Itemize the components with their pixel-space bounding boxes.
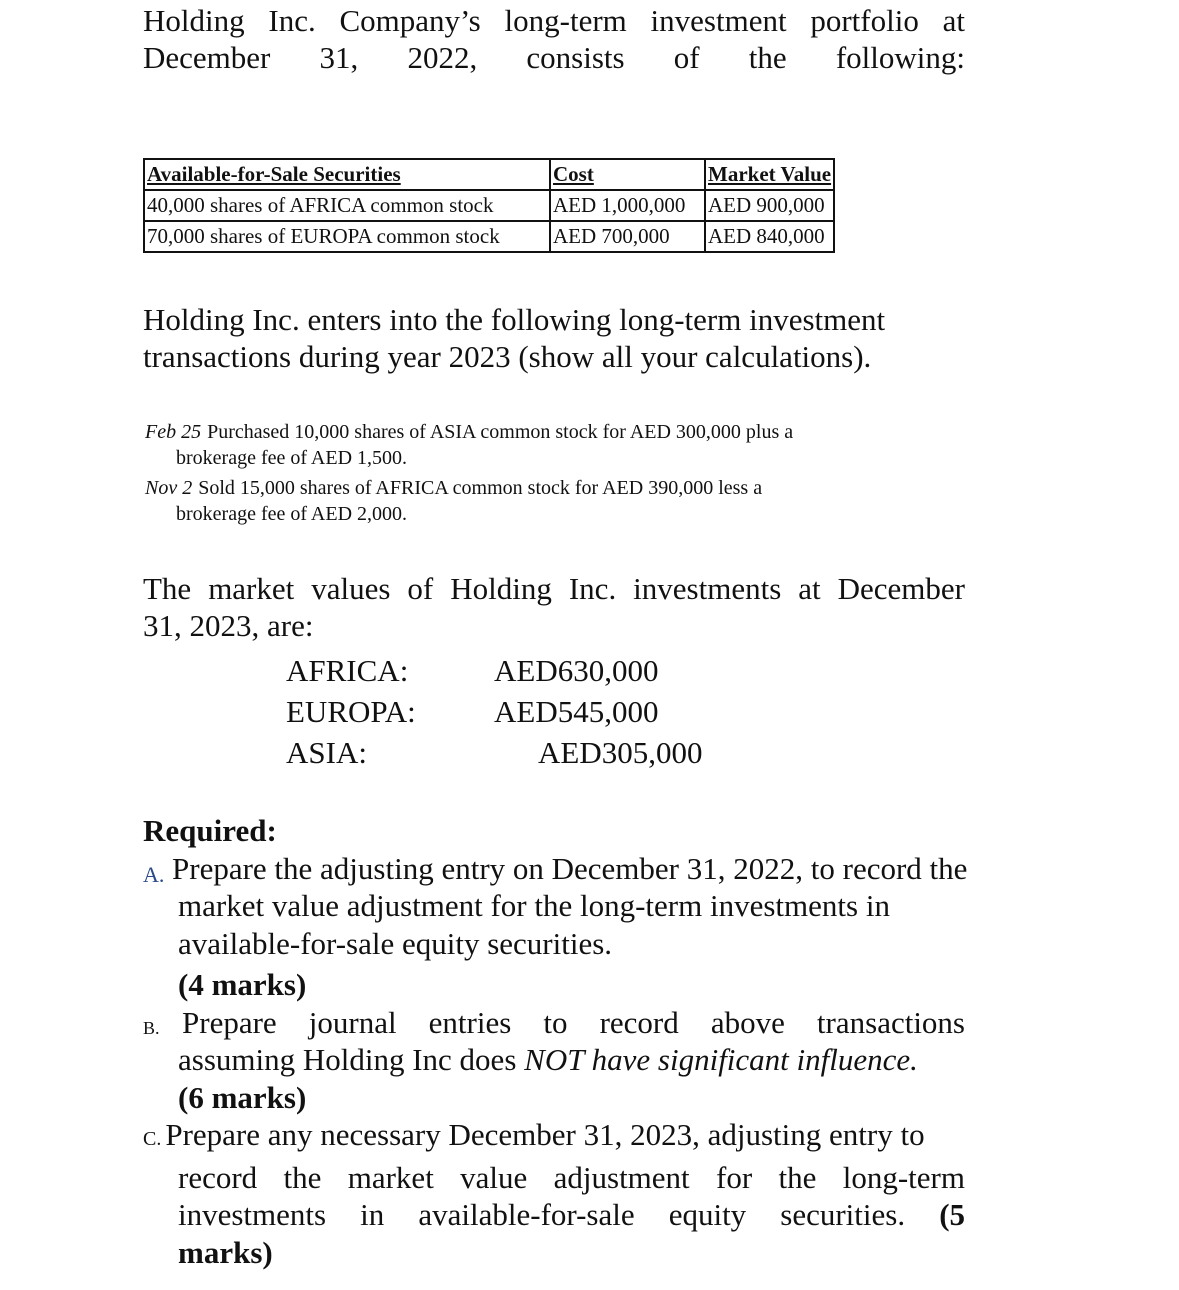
investment-value: AED630,000 <box>494 653 659 688</box>
transaction-text: Sold 15,000 shares of AFRICA common stock for AED 390,000 less a <box>198 477 763 499</box>
text-line: Prepare the adjusting entry on December 31, 2022, to record the <box>172 850 968 886</box>
transactions-intro <box>143 301 885 375</box>
text-line: investments in available-for-sale equity securities. <box>178 1197 906 1232</box>
table-row <box>144 190 834 221</box>
text-line: 31, 2023, are: <box>143 608 314 643</box>
required-item-a <box>143 850 1013 1004</box>
emphasis: NOT have significant influence. <box>524 1042 918 1077</box>
cell: 40,000 shares of AFRICA common stock <box>144 190 550 221</box>
text-line: market value adjustment for the long-term investments in <box>178 888 890 923</box>
text-line: Prepare any necessary December 31, 2023, adjusting entry to <box>165 1117 925 1152</box>
text-line: available-for-sale equity securities. <box>178 925 613 961</box>
table-header-row <box>144 159 834 190</box>
required-item-c <box>143 1116 1013 1271</box>
investment-name: AFRICA: <box>286 653 409 688</box>
transaction-text: Purchased 10,000 shares of ASIA common stock for AED 300,000 plus a <box>207 421 794 443</box>
header-market-value: Market Value <box>705 159 834 190</box>
item-label: A. <box>143 861 165 887</box>
transaction-date: Feb 25 <box>145 421 202 443</box>
text-line: transactions during year 2023 (show all your calculations). <box>143 339 872 374</box>
investment-name: ASIA: <box>286 735 367 770</box>
item-label: C. <box>143 1128 162 1150</box>
cell: AED 1,000,000 <box>550 190 705 221</box>
investment-name: EUROPA: <box>286 694 416 729</box>
item-label: B. <box>143 1017 160 1038</box>
text-line: The market values of Holding Inc. investments at December <box>143 571 965 606</box>
market-value-names <box>286 650 416 773</box>
text-line: Prepare journal entries to record above transactions <box>182 1004 965 1040</box>
text-line: assuming Holding Inc does <box>178 1042 525 1077</box>
required-item-b <box>143 1004 1013 1117</box>
table-row <box>144 221 834 252</box>
marks: (4 marks) <box>178 967 307 1002</box>
transaction-nov <box>145 475 762 527</box>
text-line: Holding Inc. enters into the following long-term investment <box>143 302 886 337</box>
text-line: record the market value adjustment for the long-term <box>178 1159 965 1195</box>
transaction-date: Nov 2 <box>145 477 193 499</box>
investment-value: AED545,000 <box>494 694 659 729</box>
header-securities: Available-for-Sale Securities <box>144 159 550 190</box>
transaction-text: brokerage fee of AED 1,500. <box>176 447 408 469</box>
cell: 70,000 shares of EUROPA common stock <box>144 221 550 252</box>
securities-table <box>143 158 835 253</box>
market-value-amounts <box>494 650 702 773</box>
investment-value: AED305,000 <box>538 735 703 770</box>
cell: AED 840,000 <box>705 221 834 252</box>
required-section <box>143 812 1013 1271</box>
intro-line: December 31, 2022, consists of the following: <box>143 40 965 75</box>
transaction-text: brokerage fee of AED 2,000. <box>176 503 408 525</box>
transaction-feb <box>145 419 793 471</box>
intro-paragraph <box>143 2 965 76</box>
marks: (5 <box>939 1197 966 1232</box>
marks: (6 marks) <box>178 1079 307 1115</box>
cell: AED 900,000 <box>705 190 834 221</box>
cell: AED 700,000 <box>550 221 705 252</box>
header-cost: Cost <box>550 159 705 190</box>
required-heading: Required: <box>143 813 277 848</box>
intro-line: Holding Inc. Company’s long-term investment portfolio at <box>143 3 965 38</box>
market-values-intro <box>143 570 965 644</box>
marks: marks) <box>178 1234 273 1270</box>
